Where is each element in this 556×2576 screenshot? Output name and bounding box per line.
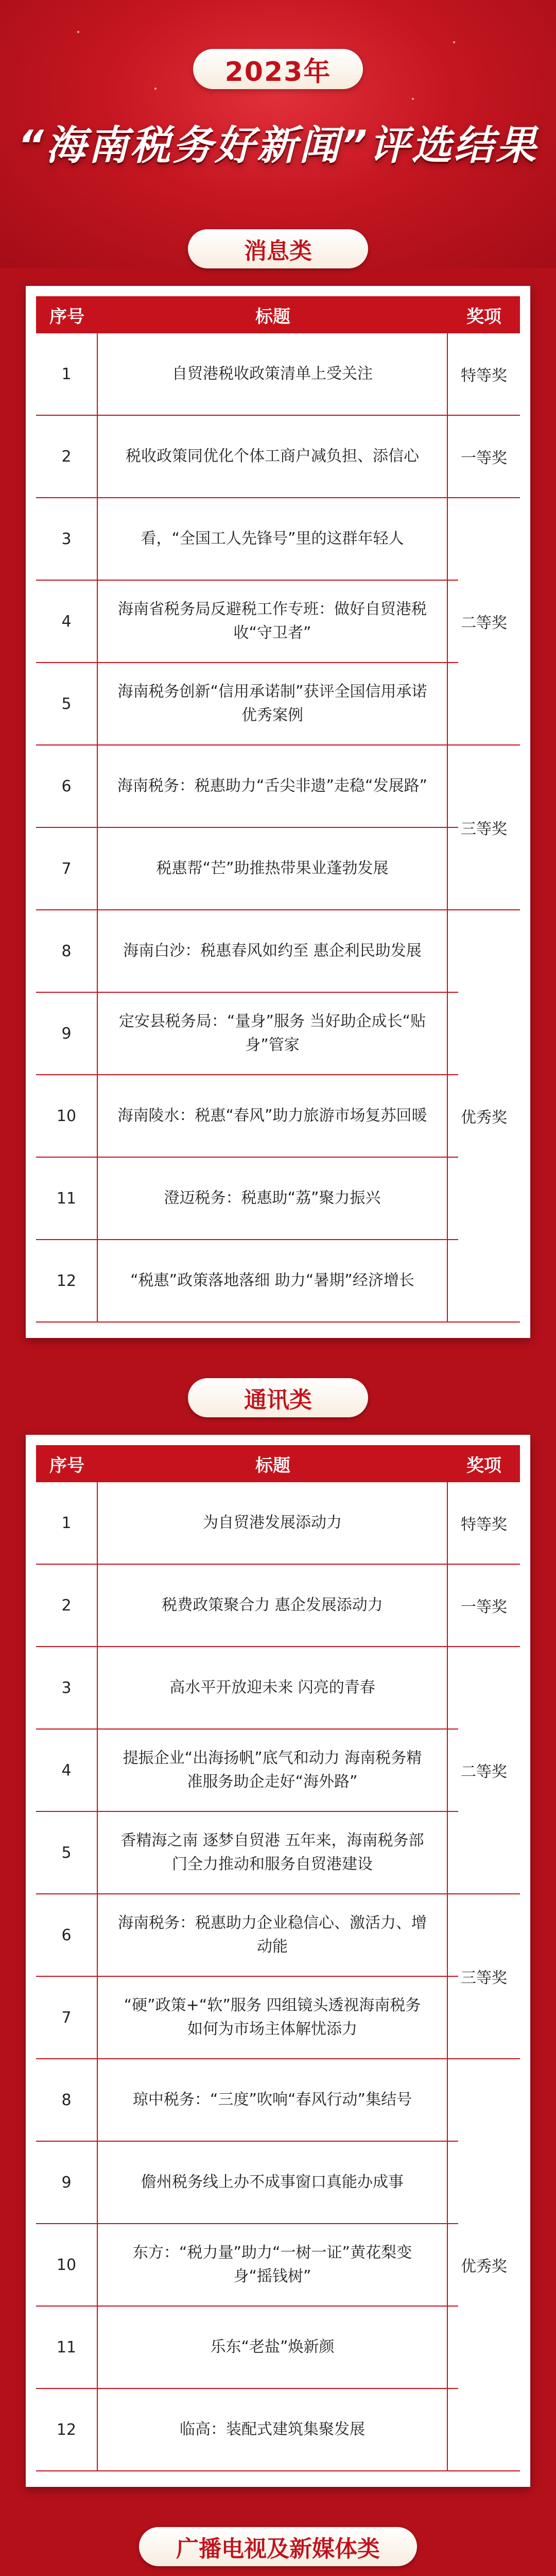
row-title: 海南白沙：税惠春风如约至 惠企利民助发展	[98, 910, 448, 992]
award-cell: 三等奖	[448, 1894, 520, 2059]
row-title: 临高：装配式建筑集聚发展	[98, 2389, 448, 2470]
row-number: 3	[36, 1647, 98, 1728]
row-title: “硬”政策+“软”服务 四组镜头透视海南税务如何为市场主体解忧添力	[98, 1977, 448, 2058]
table-header	[36, 296, 520, 333]
section-tag-feature: 通讯类	[188, 1378, 368, 1417]
table-row	[36, 1647, 458, 1730]
table-row	[36, 1240, 458, 1323]
header-title: 标题	[255, 306, 290, 327]
table-row	[36, 1977, 458, 2059]
table-row	[36, 1565, 458, 1647]
sparkle-decoration	[412, 98, 414, 100]
header-no: 序号	[49, 306, 84, 327]
row-title: 税收政策同优化个体工商户减负担、添信心	[98, 416, 448, 497]
header-award: 奖项	[466, 306, 501, 327]
row-number: 5	[36, 1812, 98, 1893]
table-row	[36, 2142, 458, 2224]
row-number: 6	[36, 745, 98, 827]
row-number: 11	[36, 2307, 98, 2388]
table-row	[36, 416, 458, 498]
award-cell: 特等奖	[448, 1482, 520, 1565]
row-number: 2	[36, 1565, 98, 1646]
row-number: 4	[36, 1730, 98, 1811]
row-title: 东方：“税力量”助力“一树一证”黄花梨变身“摇钱树”	[98, 2224, 448, 2306]
table-row	[36, 1482, 458, 1565]
row-number: 1	[36, 333, 98, 415]
row-number: 8	[36, 910, 98, 992]
award-cell: 二等奖	[448, 498, 520, 745]
row-number: 10	[36, 2224, 98, 2306]
row-title: 澄迈税务：税惠助“荔”聚力振兴	[98, 1158, 448, 1239]
table-row	[36, 1894, 458, 1977]
row-title: 税费政策聚合力 惠企发展添动力	[98, 1565, 448, 1646]
row-number: 8	[36, 2059, 98, 2141]
row-number: 12	[36, 2389, 98, 2470]
row-title: 香精海之南 逐梦自贸港 五年来，海南税务部门全力推动和服务自贸港建设	[98, 1812, 448, 1893]
table-row	[36, 745, 458, 828]
award-cell: 一等奖	[448, 1565, 520, 1647]
sparkle-decoration	[77, 31, 79, 33]
table-header	[36, 1445, 520, 1482]
table-row	[36, 993, 458, 1075]
table-row	[36, 910, 458, 993]
row-title: 定安县税务局：“量身”服务 当好助企成长“贴身”管家	[98, 993, 448, 1074]
row-number: 4	[36, 581, 98, 662]
row-number: 9	[36, 993, 98, 1074]
page-title: “海南税务好新闻”评选结果	[18, 123, 538, 169]
row-title: 海南税务：税惠助力企业稳信心、激活力、增动能	[98, 1894, 448, 1976]
page-header	[0, 0, 556, 216]
sparkle-decoration	[154, 88, 157, 90]
row-number: 12	[36, 1240, 98, 1321]
section-tag-news: 消息类	[188, 229, 368, 268]
table-row	[36, 2307, 458, 2389]
row-title: 海南省税务局反避税工作专班：做好自贸港税收“守卫者”	[98, 581, 448, 662]
row-number: 11	[36, 1158, 98, 1239]
table-row	[36, 2059, 458, 2142]
award-cell: 三等奖	[448, 745, 520, 910]
award-cell: 二等奖	[448, 1647, 520, 1894]
row-title: 海南税务：税惠助力“舌尖非遗”走稳“发展路”	[98, 745, 448, 827]
row-number: 10	[36, 1075, 98, 1157]
table-row	[36, 1075, 458, 1158]
row-title: 琼中税务：“三度”吹响“春风行动”集结号	[98, 2059, 448, 2141]
results-table-news	[26, 286, 530, 1338]
row-title: 为自贸港发展添动力	[98, 1482, 448, 1564]
award-cell: 特等奖	[448, 333, 520, 416]
row-number: 7	[36, 828, 98, 909]
table-row	[36, 828, 458, 910]
row-title: 海南税务创新“信用承诺制”获评全国信用承诺优秀案例	[98, 663, 448, 744]
table-row	[36, 1730, 458, 1812]
table-row	[36, 663, 458, 745]
row-number: 1	[36, 1482, 98, 1564]
row-title: 自贸港税收政策清单上受关注	[98, 333, 448, 415]
row-title: 乐东“老盐”焕新颜	[98, 2307, 448, 2388]
row-number: 3	[36, 498, 98, 580]
table-row	[36, 581, 458, 663]
row-number: 2	[36, 416, 98, 497]
table-row	[36, 2224, 458, 2307]
row-number: 5	[36, 663, 98, 744]
table-row	[36, 1812, 458, 1894]
row-title: 高水平开放迎未来 闪亮的青春	[98, 1647, 448, 1728]
results-table-feature	[26, 1435, 530, 2487]
table-row	[36, 2389, 458, 2471]
row-title: 看，“全国工人先锋号”里的这群年轻人	[98, 498, 448, 580]
header-award: 奖项	[466, 1455, 501, 1476]
section-tag-broadcast: 广播电视及新媒体类	[139, 2527, 417, 2566]
row-number: 7	[36, 1977, 98, 2058]
row-title: 海南陵水：税惠“春风”助力旅游市场复苏回暖	[98, 1075, 448, 1157]
row-title: “税惠”政策落地落细 助力“暑期”经济增长	[98, 1240, 448, 1321]
row-number: 6	[36, 1894, 98, 1976]
year-badge: 2023年	[193, 49, 363, 89]
row-title: 税惠帮“芒”助推热带果业蓬勃发展	[98, 828, 448, 909]
award-cell: 一等奖	[448, 416, 520, 498]
row-number: 9	[36, 2142, 98, 2223]
award-cell: 优秀奖	[448, 910, 520, 1323]
award-cell: 优秀奖	[448, 2059, 520, 2471]
table-row	[36, 498, 458, 581]
row-title: 儋州税务线上办不成事窗口真能办成事	[98, 2142, 448, 2223]
sparkle-decoration	[453, 41, 455, 43]
table-row	[36, 1158, 458, 1240]
header-no: 序号	[49, 1455, 84, 1476]
table-row	[36, 333, 458, 416]
header-title: 标题	[255, 1455, 290, 1476]
row-title: 提振企业“出海扬帆”底气和动力 海南税务精准服务助企走好“海外路”	[98, 1730, 448, 1811]
